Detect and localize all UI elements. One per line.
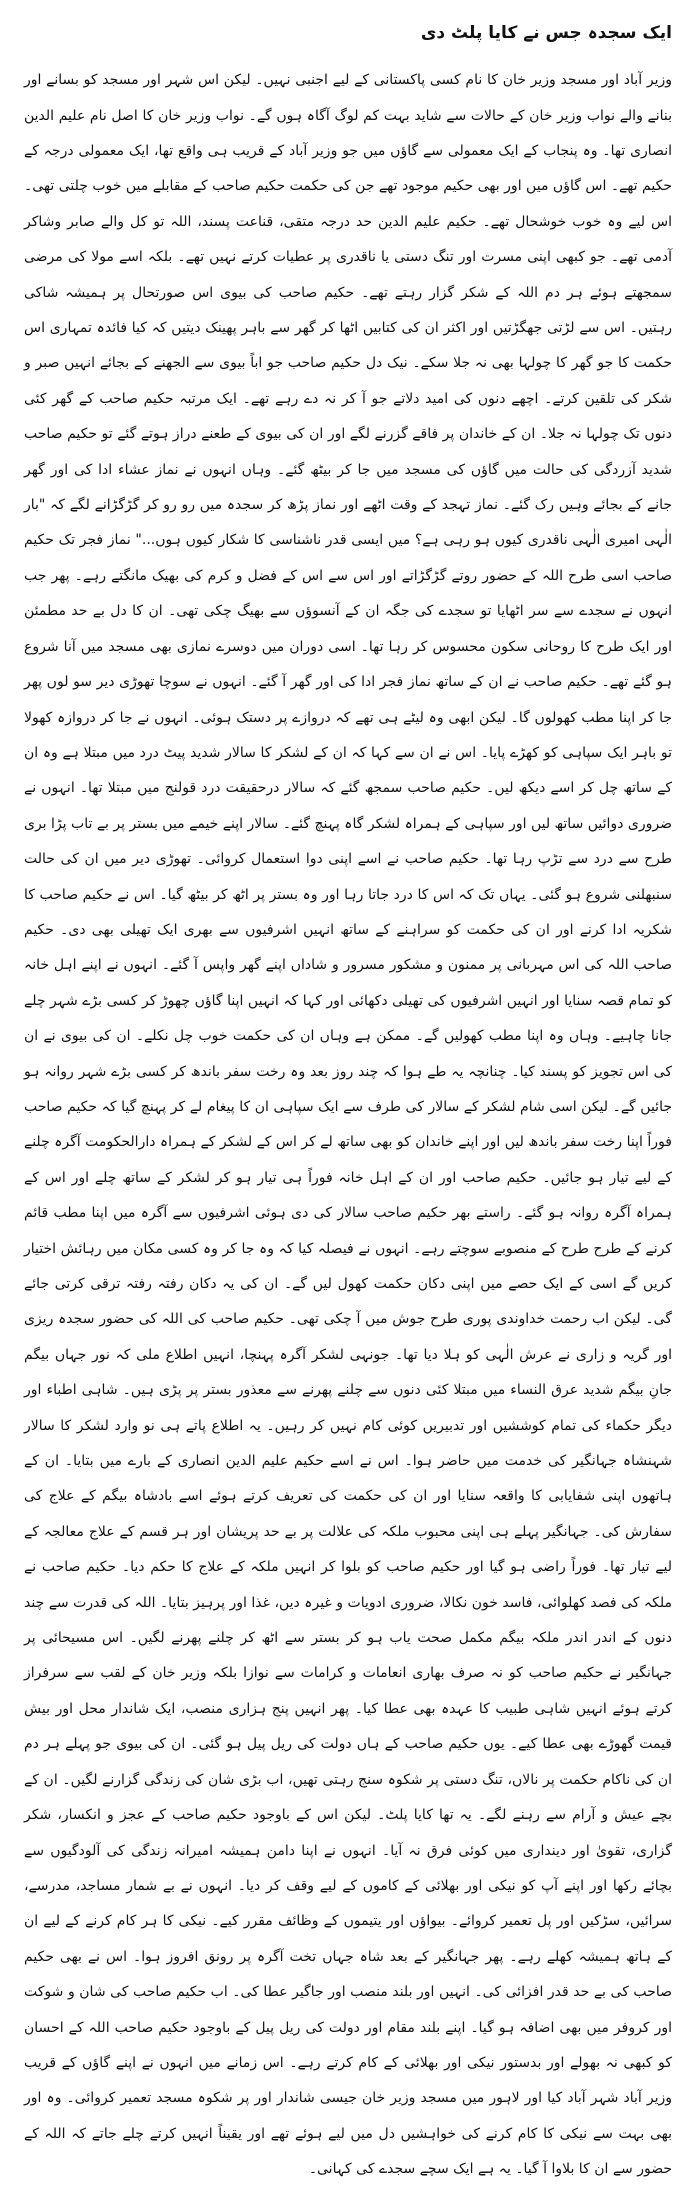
article-title: ایک سجدہ جس نے کایا پلٹ دی xyxy=(420,23,672,43)
article-body xyxy=(24,63,672,2187)
article-paragraph: وزیر آباد اور مسجد وزیر خان کا نام کسی پاکستانی کے لیے اجنبی نہیں۔ لیکن اس شہر اور مسجد کو بسانے اور بنانے والے نواب وزیر خان کے حالات سے شاید بہت کم لوگ آگاہ ہوں گے۔ نواب وزیر خان کا اصل نام علیم الدین انصاری تھا۔ وہ پنجاب کے ایک معمولی سے گاؤں میں جو وزیر آباد کے قریب ہی واقع تھا، ایک معمولی درجہ کے حکیم تھے۔ اس گاؤں میں اور بھی حکیم موجود تھے جن کی حکمت حکیم صاحب کے مقابلے میں خوب چلتی تھی۔ اس لیے وہ خوب خوشحال تھے۔ حکیم علیم الدین حد درجہ متقی، قناعت پسند، اللہ تو کل والے صابر وشاکر آدمی تھے۔ جو کبھی اپنی مسرت اور تنگ دستی یا ناقدری پر عطیات کرتے نہیں تھے۔ بلکہ اسے مولا کی مرضی سمجھتے ہوئے ہر دم اللہ کے شکر گزار رہتے تھے۔ حکیم صاحب کی بیوی اس صورتحال پر ہمیشہ شاکی رہتیں۔ اس سے لڑتی جھگڑتیں اور اکثر ان کی کتابیں اٹھا کر گھر سے باہر پھینک دیتیں کہ کیا فائدہ تمہاری اس حکمت کا جو گھر کا چولہا بھی نہ جلا سکے۔ نیک دل حکیم صاحب جو اباً بیوی سے الجھنے کے بجائے انہیں صبر و شکر کی تلقین کرتے۔ اچھے دنوں کی امید دلاتے جو آ کر نہ دے رہے تھے۔ ایک مرتبہ حکیم صاحب کے گھر کئی دنوں تک چولہا نہ جلا۔ ان کے خاندان پر فاقے گزرنے لگے اور ان کی بیوی کے طعنے دراز ہوتے گئے تو حکیم صاحب شدید آزردگی کی حالت میں گاؤں کی مسجد میں جا کر بیٹھ گئے۔ وہاں انہوں نے نماز عشاء ادا کی اور گھر جانے کے بجائے وہیں رک گئے۔ نماز تہجد کے وقت اٹھے اور نماز پڑھ کر سجدہ میں رو رو کر گڑگڑانے لگے کہ "بار الٰہی امیری الٰہی ناقدری کیوں ہو رہی ہے؟ میں ایسی قدر ناشناسی کا شکار کیوں ہوں..." نماز فجر تک حکیم صاحب اسی طرح اللہ کے حضور روتے گڑگڑاتے اور اس سے اس کے فضل و کرم کی بھیک مانگتے رہے۔ پھر جب انہوں نے سجدے سے سر اٹھایا تو سجدے کی جگہ ان کے آنسوؤں سے بھیگ چکی تھی۔ ان کا دل بے حد مطمئن اور ایک طرح کا روحانی سکون محسوس کر رہا تھا۔ اسی دوران میں دوسرے نمازی بھی مسجد میں آنا شروع ہو گئے تھے۔ حکیم صاحب نے ان کے ساتھ نماز فجر ادا کی اور گھر آ گئے۔ انہوں نے سوچا تھوڑی دیر سو لوں پھر جا کر اپنا مطب کھولوں گا۔ لیکن ابھی وہ لیٹے ہی تھے کہ دروازے پر دستک ہوئی۔ انہوں نے جا کر دروازہ کھولا تو باہر ایک سپاہی کو کھڑے پایا۔ اس نے ان سے کہا کہ ان کے لشکر کا سالار شدید پیٹ درد میں مبتلا ہے وہ ان کے ساتھ چل کر اسے دیکھ لیں۔ حکیم صاحب سمجھ گئے کہ سالار درحقیقت درد قولنج میں مبتلا تھا۔ انہوں نے ضروری دوائیں ساتھ لیں اور سپاہی کے ہمراہ لشکر گاہ پہنچ گئے۔ سالار اپنے خیمے میں بستر پر بے تاب پڑا بری طرح سے درد سے تڑپ رہا تھا۔ حکیم صاحب نے اسے اپنی دوا استعمال کروائی۔ تھوڑی دیر میں ان کی حالت سنبھلنی شروع ہو گئی۔ یہاں تک کہ اس کا درد جاتا رہا اور وہ بستر پر اٹھ کر بیٹھ گیا۔ اس نے حکیم صاحب کا شکریہ ادا کرنے اور ان کی حکمت کو سراہنے کے ساتھ انہیں اشرفیوں سے بھری ایک تھیلی بھی دی۔ حکیم صاحب اللہ کی اس مہربانی پر ممنون و مشکور مسرور و شاداں اپنے گھر واپس آ گئے۔ انہوں نے اپنے اہل خانہ کو تمام قصہ سنایا اور انہیں اشرفیوں کی تھیلی دکھائی اور کہا کہ انہیں اپنا گاؤں چھوڑ کر کسی بڑے شہر چلے جانا چاہیے۔ وہاں وہ اپنا مطب کھولیں گے۔ ممکن ہے وہاں ان کی حکمت خوب چل نکلے۔ ان کی بیوی نے ان کی اس تجویز کو پسند کیا۔ چنانچہ یہ طے ہوا کہ چند روز بعد وہ رخت سفر باندھ کر کسی بڑے شہر روانہ ہو جائیں گے۔ لیکن اسی شام لشکر کے سالار کی طرف سے ایک سپاہی ان کا پیغام لے کر پہنچ گیا کہ حکیم صاحب فوراً اپنا رخت سفر باندھ لیں اور اپنے خاندان کو بھی ساتھ لے کر اس کے لشکر کے ہمراہ دارالحکومت آگرہ چلنے کے لیے تیار ہو جائیں۔ حکیم صاحب اور ان کے اہل خانہ فوراً ہی تیار ہو کر لشکر کے ساتھ چلے اور اس کے ہمراہ آگرہ روانہ ہو گئے۔ راستے بھر حکیم صاحب سالار کی دی ہوئی اشرفیوں سے آگرہ میں اپنا مطب قائم کرنے کے طرح طرح کے منصوبے سوچتے رہے۔ انہوں نے فیصلہ کیا کہ وہ جا کر وہ کسی مکان میں رہائش اختیار کریں گے اسی کے ایک حصے میں اپنی دکان حکمت کھول لیں گے۔ ان کی یہ دکان رفتہ رفتہ ترقی کرتی جائے گی۔ لیکن اب رحمت خداوندی پوری طرح جوش میں آ چکی تھی۔ حکیم صاحب کی اللہ کی حضور سجدہ ریزی اور گریہ و زاری نے عرش الٰہی کو ہلا دیا تھا۔ جونہی لشکر آگرہ پہنچا، انہیں اطلاع ملی کہ نور جہاں بیگم جانِ بیگم شدید عرق النساء میں مبتلا کئی دنوں سے چلنے پھرنے سے معذور بستر پر پڑی ہیں۔ شاہی اطباء اور دیگر حکماء کی تمام کوششیں اور تدبیریں کوئی کام نہیں کر رہیں۔ یہ اطلاع پاتے ہی نو وارد لشکر کا سالار شہنشاہ جہانگیر کی خدمت میں حاضر ہوا۔ اس نے اسے حکیم علیم الدین انصاری کے بارے میں بتایا۔ ان کے ہاتھوں اپنی شفایابی کا واقعہ سنایا اور ان کی حکمت کی تعریف کرتے ہوئے اسے بادشاہ بیگم کے علاج کی سفارش کی۔ جہانگیر پہلے ہی اپنی محبوب ملکہ کی علالت پر بے حد پریشان اور ہر قسم کے علاج معالجہ کے لیے تیار تھا۔ فوراً راضی ہو گیا اور حکیم صاحب کو بلوا کر انہیں ملکہ کے علاج کا حکم دیا۔ حکیم صاحب نے ملکہ کی فصد کھلوائی، فاسد خون نکالا، ضروری ادویات و غیرہ دیں، غذا اور پرہیز بتایا۔ اللہ کی قدرت سے چند دنوں کے اندر اندر ملکہ بیگم مکمل صحت یاب ہو کر بستر سے اٹھ کر چلنے پھرنے لگیں۔ اس مسیحائی پر جہانگیر نے حکیم صاحب کو نہ صرف بھاری انعامات و کرامات سے نوازا بلکہ وزیر خان کے لقب سے سرفراز کرتے ہوئے انہیں شاہی طبیب کا عہدہ بھی عطا کیا۔ پھر انہیں پنج ہزاری منصب، ایک شاندار محل اور بیش قیمت گھوڑے بھی عطا کیے۔ یوں حکیم صاحب کے ہاں دولت کی ریل پیل ہو گئی۔ ان کی بیوی جو پہلے ہر دم ان کی ناکام حکمت پر نالاں، تنگ دستی پر شکوہ سنج رہتی تھیں، اب بڑی شان کی زندگی گزارنے لگیں۔ ان کے بچے عیش و آرام سے رہنے لگے۔ یہ تھا کایا پلٹ۔ لیکن اس کے باوجود حکیم صاحب کے عجز و انکسار، شکر گزاری، تقویٰ اور دینداری میں کوئی فرق نہ آیا۔ انہوں نے اپنا دامن ہمیشہ امیرانہ زندگی کی آلودگیوں سے بچائے رکھا اور اپنے آپ کو نیکی اور بھلائی کے کاموں کے لیے وقف کر دیا۔ انہوں نے بے شمار مساجد، مدرسے، سرائیں، سڑکیں اور پل تعمیر کروائے۔ بیواؤں اور یتیموں کے وظائف مقرر کیے۔ نیکی کا ہر کام کرنے کے لیے ان کے ہاتھ ہمیشہ کھلے رہے۔ پھر جہانگیر کے بعد شاہ جہاں تخت آگرہ پر رونق افروز ہوا۔ اس نے بھی حکیم صاحب کی بے حد قدر افزائی کی۔ انہیں اور بلند منصب اور جاگیر عطا کی۔ اب حکیم صاحب کی شان و شوکت اور کروفر میں بھی اضافہ ہو گیا۔ اپنے بلند مقام اور دولت کی ریل پیل کے باوجود حکیم صاحب اللہ کے احسان کو کبھی نہ بھولے اور بدستور نیکی اور بھلائی کے کام کرتے رہے۔ اس زمانے میں انہوں نے اپنے گاؤں کے قریب وزیر آباد شہر آباد کیا اور لاہور میں مسجد وزیر خان جیسی شاندار اور پر شکوہ مسجد تعمیر کروائی۔ وہ اور بھی بہت سے نیکی کا کام کرنے کی خواہشیں دل میں لیے ہوئے تھے اور یقیناً انہیں کرتے چلے جاتے کہ اللہ کے حضور سے ان کا بلاوا آ گیا۔ یہ ہے ایک سچے سجدے کی کہانی۔ xyxy=(24,72,673,2178)
